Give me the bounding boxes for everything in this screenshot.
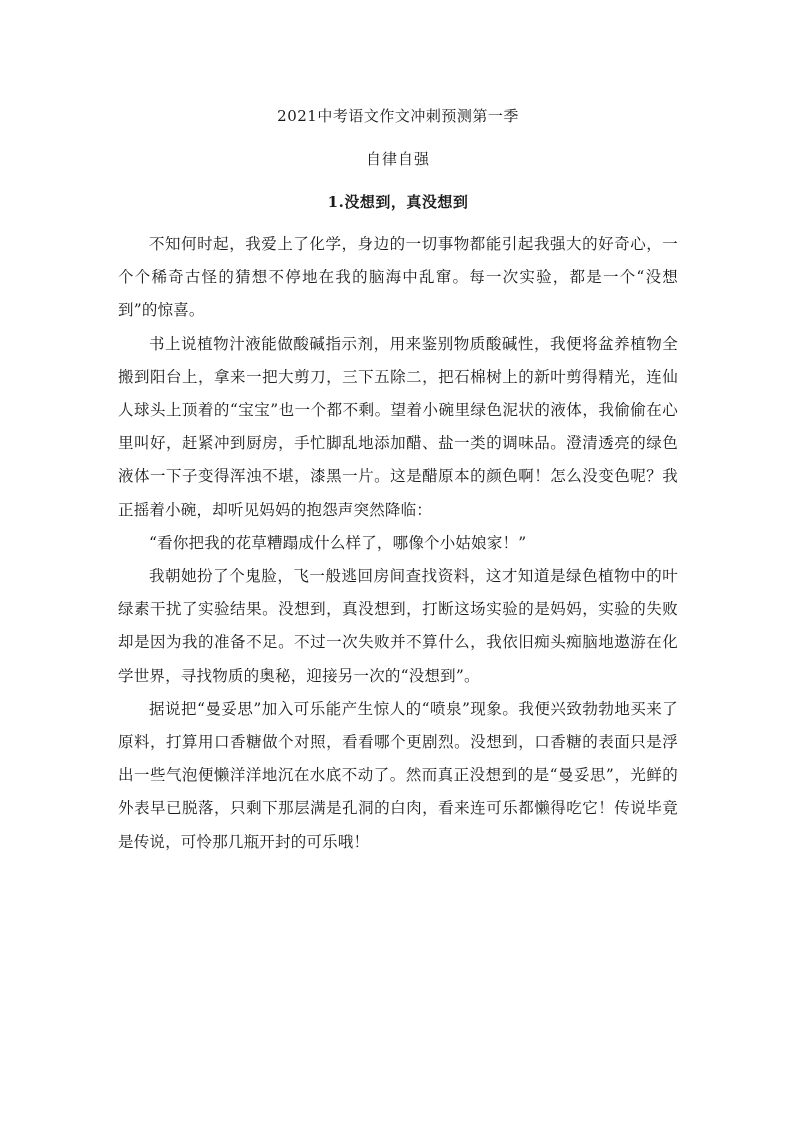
document-title: 2021中考语文作文冲刺预测第一季 [277, 107, 519, 125]
essay-paragraph: 据说把“曼妥思”加入可乐能产生惊人的“喷泉”现象。我便兴致勃勃地买来了原料，打算用口香糖做个对照，看看哪个更剧烈。没想到，口香糖的表面只是浮出一些气泡便懒洋洋地沉在水底不动了。然而真正没想到的是“曼妥思”，光鲜的外表早已脱落，只剩下那层满是孔洞的白肉，看来连可乐都懒得吃它！传说毕竟是传说，可怜那几瓶开封的可乐哦！ [118, 699, 678, 851]
essay-body [118, 228, 678, 859]
essay-paragraph: 我朝她扮了个鬼脸，飞一般逃回房间查找资料，这才知道是绿色植物中的叶绿素干扰了实验结果。没想到，真没想到，打断这场实验的是妈妈，实验的失败却是因为我的准备不足。不过一次失败并不算什么，我依旧痴头痴脑地遨游在化学世界，寻找物质的奥秘，迎接另一次的“没想到”。 [118, 567, 678, 685]
document-subtitle: 自律自强 [365, 150, 430, 168]
essay-paragraph: 书上说植物汁液能做酸碱指示剂，用来鉴别物质酸碱性，我便将盆养植物全搬到阳台上，拿来一把大剪刀，三下五除二，把石棉树上的新叶剪得精光，连仙人球头上顶着的“宝宝”也一个都不剩。望着小碗里绿色泥状的液体，我偷偷在心里叫好，赶紧冲到厨房，手忙脚乱地添加醋、盐一类的调味品。澄清透亮的绿色液体一下子变得浑浊不堪，漆黑一片。这是醋原本的颜色啊！怎么没变色呢？我正摇着小碗，却听见妈妈的抱怨声突然降临： [118, 334, 678, 519]
essay-title: 1.没想到，真没想到 [327, 193, 469, 211]
essay-paragraph-quote: “看你把我的花草糟蹋成什么样了，哪像个小姑娘家！” [149, 533, 527, 552]
essay-paragraph: 不知何时起，我爱上了化学，身边的一切事物都能引起我强大的好奇心，一个个稀奇古怪的猜想不停地在我的脑海中乱窜。每一次实验，都是一个“没想到”的惊喜。 [118, 235, 678, 320]
